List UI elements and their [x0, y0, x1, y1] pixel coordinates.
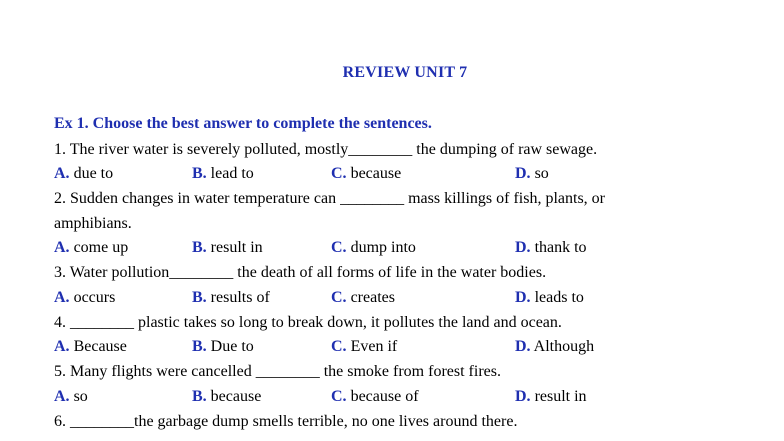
q4-option-d[interactable] [515, 337, 594, 357]
option-text: come up [69, 239, 129, 256]
option-text: occurs [69, 289, 116, 306]
option-letter: D. [515, 388, 531, 405]
q5-option-d[interactable] [515, 387, 587, 407]
question-3-text: 3. Water pollution________ the death of all forms of life in the water bodies. [54, 264, 547, 281]
option-letter: A. [54, 239, 70, 256]
option-letter: B. [192, 239, 207, 256]
option-text: creates [346, 289, 395, 306]
option-text: because [206, 388, 262, 405]
option-letter: D. [515, 165, 531, 182]
option-text: Because [69, 338, 127, 355]
q3-option-c[interactable] [331, 288, 395, 308]
option-text: due to [69, 165, 114, 182]
q1-option-d[interactable] [515, 164, 549, 184]
option-text: so [69, 388, 88, 405]
question-4-text: 4. ________ plastic takes so long to break down, it pollutes the land and ocean. [54, 314, 562, 331]
q1-option-b[interactable] [192, 164, 254, 184]
option-letter: B. [192, 289, 207, 306]
option-letter: B. [192, 165, 207, 182]
option-letter: D. [515, 289, 531, 306]
q3-option-d[interactable] [515, 288, 584, 308]
option-letter: B. [192, 338, 207, 355]
option-letter: A. [54, 338, 70, 355]
option-text: leads to [530, 289, 584, 306]
option-letter: A. [54, 165, 70, 182]
q2-option-c[interactable] [331, 238, 416, 258]
q4-option-a[interactable] [54, 337, 127, 357]
q4-option-c[interactable] [331, 337, 397, 357]
option-text: Even if [346, 338, 398, 355]
option-letter: D. [515, 338, 531, 355]
option-text: result in [530, 388, 587, 405]
q2-option-b[interactable] [192, 238, 263, 258]
option-letter: C. [331, 239, 347, 256]
option-letter: C. [331, 289, 347, 306]
option-letter: B. [192, 388, 207, 405]
option-text: Due to [206, 338, 254, 355]
option-text: because of [346, 388, 419, 405]
option-letter: A. [54, 388, 70, 405]
q5-option-a[interactable] [54, 387, 88, 407]
option-letter: A. [54, 289, 70, 306]
q5-option-b[interactable] [192, 387, 261, 407]
page-title: REVIEW UNIT 7 [342, 64, 468, 81]
question-5-text: 5. Many flights were cancelled ________ the smoke from forest fires. [54, 363, 501, 380]
option-text: dump into [346, 239, 416, 256]
option-text: result in [206, 239, 263, 256]
q1-option-c[interactable] [331, 164, 401, 184]
q3-option-a[interactable] [54, 288, 115, 308]
option-letter: C. [331, 388, 347, 405]
option-text: lead to [206, 165, 254, 182]
option-text: so [530, 165, 549, 182]
option-text: Although [530, 338, 595, 355]
question-1-text: 1. The river water is severely polluted, mostly________ the dumping of raw sewage. [54, 141, 598, 158]
question-2-text-continued: amphibians. [54, 215, 132, 232]
exercise-heading: Ex 1. Choose the best answer to complete the sentences. [54, 115, 432, 132]
q3-option-b[interactable] [192, 288, 270, 308]
q4-option-b[interactable] [192, 337, 254, 357]
option-text: because [346, 165, 402, 182]
q5-option-c[interactable] [331, 387, 419, 407]
option-text: thank to [530, 239, 587, 256]
option-text: results of [206, 289, 270, 306]
option-letter: C. [331, 338, 347, 355]
q1-option-a[interactable] [54, 164, 113, 184]
option-letter: D. [515, 239, 531, 256]
q2-option-d[interactable] [515, 238, 587, 258]
question-6-text: 6. ________the garbage dump smells terrible, no one lives around there. [54, 413, 518, 430]
question-2-text: 2. Sudden changes in water temperature can ________ mass killings of fish, plants, or [54, 190, 605, 207]
q2-option-a[interactable] [54, 238, 128, 258]
option-letter: C. [331, 165, 347, 182]
